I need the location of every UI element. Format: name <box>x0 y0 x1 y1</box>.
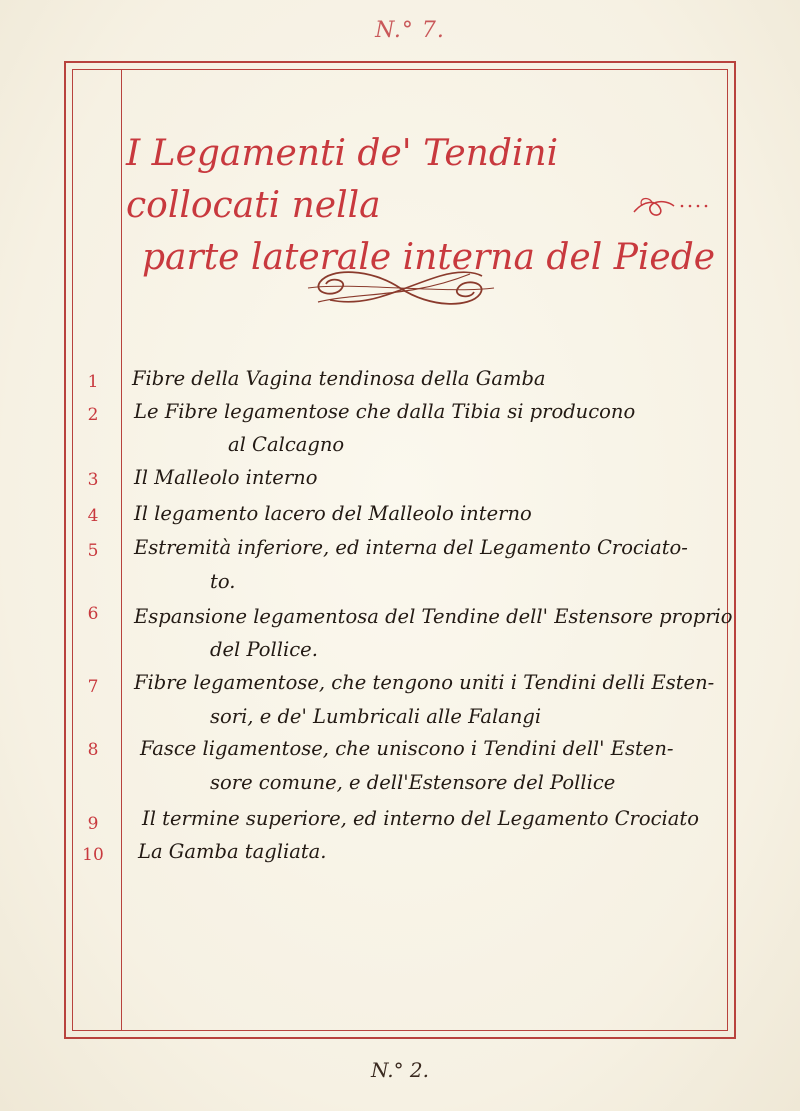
entry-number: 2 <box>87 405 99 425</box>
entry-text: Fasce ligamentose, che uniscono i Tendini dell' Esten- <box>140 737 674 760</box>
title-end-flourish-icon <box>630 192 720 222</box>
entry-text: Il Malleolo interno <box>134 466 318 489</box>
entry-text: Espansione legamentosa del Tendine dell' Estensore proprio <box>134 605 733 628</box>
entry-number: 7 <box>87 677 99 697</box>
entry-text: Il legamento lacero del Malleolo interno <box>134 502 532 525</box>
entry-text-continuation: sori, e de' Lumbricali alle Falangi <box>210 705 542 728</box>
entry-text: Fibre legamentose, che tengono uniti i Tendini delli Esten- <box>134 671 715 694</box>
footer-page-mark: N.° 2. <box>370 1058 430 1082</box>
entry-text: La Gamba tagliata. <box>138 840 327 863</box>
entry-number: 9 <box>87 814 99 834</box>
entry-number: 8 <box>87 740 99 760</box>
entry-text-continuation: to. <box>210 570 236 593</box>
entry-text: Estremità inferiore, ed interna del Legamento Crociato- <box>134 536 688 559</box>
entry-text: Il termine superiore, ed interno del Legamento Crociato <box>142 807 699 830</box>
ornamental-flourish-icon <box>290 262 510 314</box>
entry-number: 10 <box>82 845 104 865</box>
entry-text: Fibre della Vagina tendinosa della Gamba <box>132 367 546 390</box>
entry-number: 5 <box>87 541 99 561</box>
entry-number: 1 <box>87 372 99 392</box>
title-line-2: parte laterale interna del Piede <box>142 237 716 278</box>
entry-text-continuation: del Pollice. <box>210 638 318 661</box>
entry-number: 3 <box>87 470 99 490</box>
entry-text-continuation: sore comune, e dell'Estensore del Pollice <box>210 771 616 794</box>
entry-text-continuation: al Calcagno <box>228 433 345 456</box>
entry-number: 6 <box>87 604 99 624</box>
entry-text: Le Fibre legamentose che dalla Tibia si producono <box>134 400 636 423</box>
title-line-1: I Legamenti de' Tendini collocati nella <box>126 133 559 226</box>
entry-number: 4 <box>87 506 99 526</box>
header-page-mark: N.° 7. <box>375 18 445 43</box>
